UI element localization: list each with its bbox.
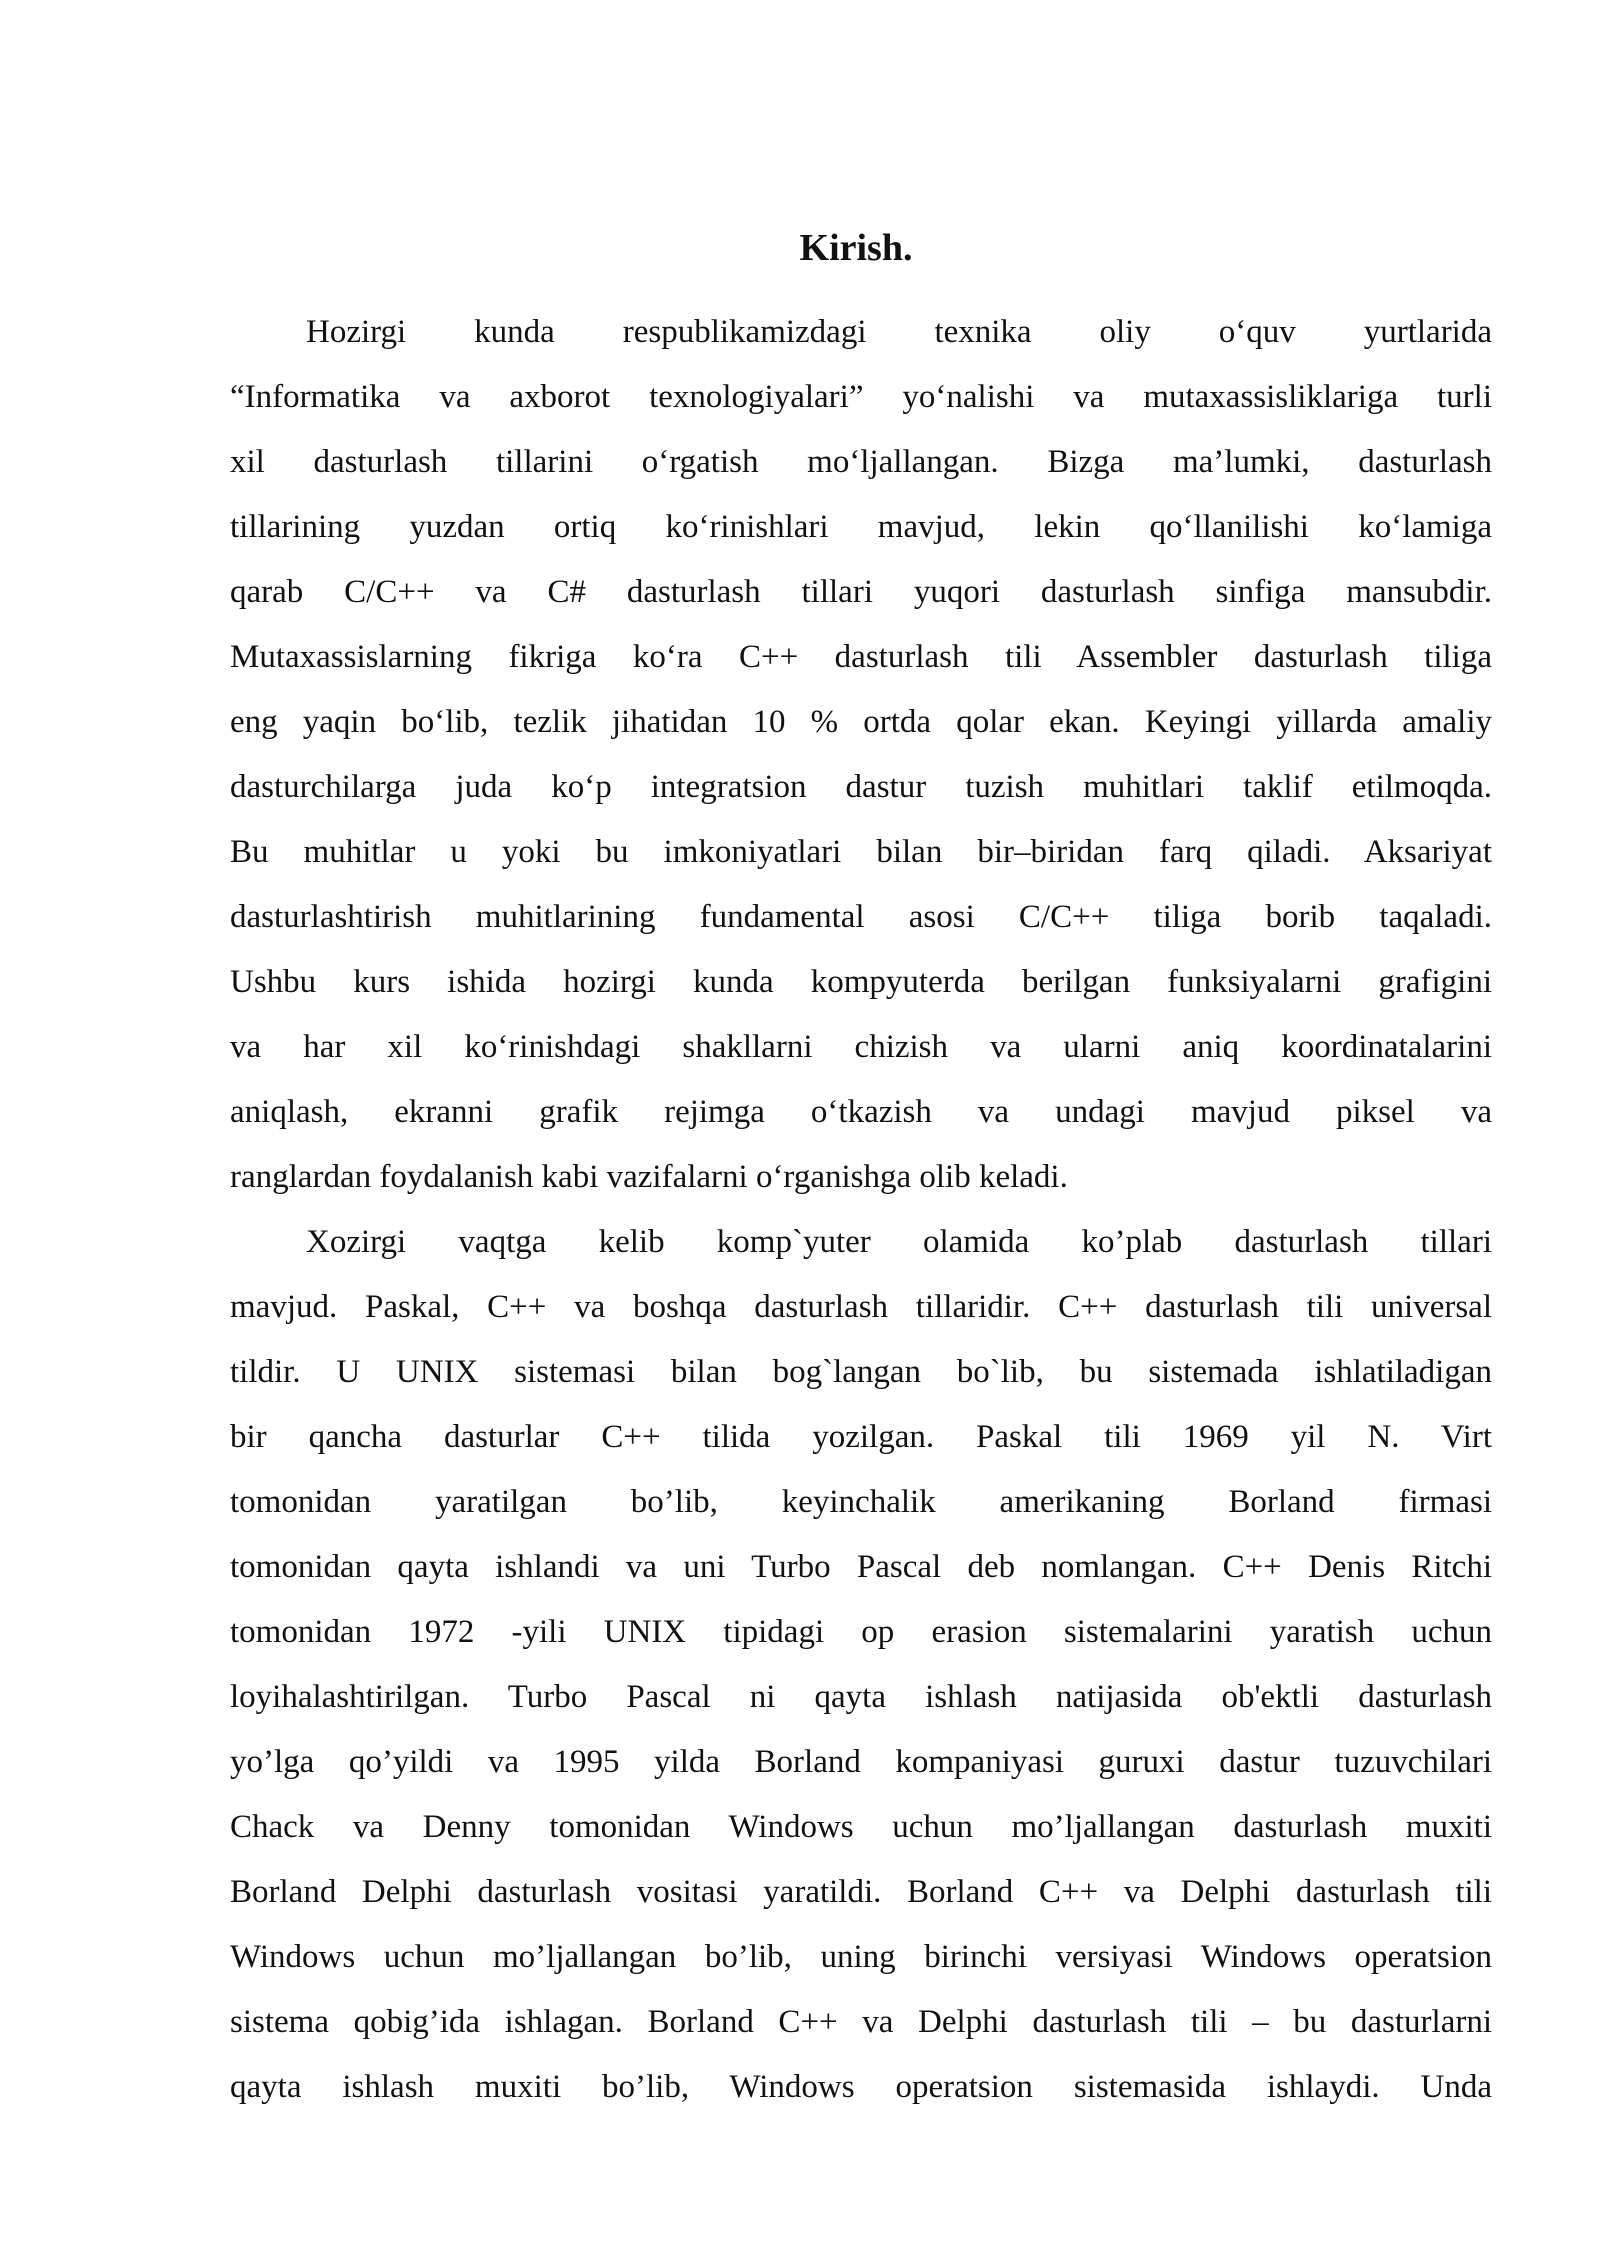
text-line: eng yaqin bo‘lib, tezlik jihatidan 10 % ortda qolar ekan. Keyingi yillarda amaliy <box>230 704 1492 740</box>
text-line: “Informatika va axborot texnologiyalari” yo‘nalishi va mutaxassisliklariga turli <box>230 379 1492 415</box>
text-line: aniqlash, ekranni grafik rejimga o‘tkazish va undagi mavjud piksel va <box>230 1094 1492 1130</box>
text-line: loyihalashtirilgan. Turbo Pascal ni qayta ishlash natijasida ob'ektli dasturlash <box>230 1679 1492 1715</box>
text-line: qarab C/C++ va C# dasturlash tillari yuqori dasturlash sinfiga mansubdir. <box>230 574 1492 610</box>
page-title: Kirish. <box>799 227 913 269</box>
paragraph-1 <box>230 300 1492 1210</box>
text-line: tomonidan yaratilgan bo’lib, keyinchalik amerikaning Borland firmasi <box>230 1484 1492 1520</box>
text-line: Hozirgi kunda respublikamizdagi texnika oliy o‘quv yurtlarida <box>306 314 1492 350</box>
text-line: dasturlashtirish muhitlarining fundamental asosi C/C++ tiliga borib taqaladi. <box>230 899 1492 935</box>
text-line: ranglardan foydalanish kabi vazifalarni o‘rganishga olib keladi. <box>230 1159 1068 1195</box>
text-line: Xozirgi vaqtga kelib komp`yuter olamida ko’plab dasturlash tillari <box>306 1224 1492 1260</box>
text-line: Mutaxassislarning fikriga ko‘ra C++ dasturlash tili Assembler dasturlash tiliga <box>230 639 1492 675</box>
text-line: Windows uchun mo’ljallangan bo’lib, uning birinchi versiyasi Windows operatsion <box>230 1939 1492 1975</box>
text-line: Bu muhitlar u yoki bu imkoniyatlari bilan bir–biridan farq qiladi. Aksariyat <box>230 834 1492 870</box>
paragraph-2 <box>230 1210 1492 2120</box>
text-line: va har xil ko‘rinishdagi shakllarni chizish va ularni aniq koordinatalarini <box>230 1029 1492 1065</box>
text-line: bir qancha dasturlar C++ tilida yozilgan. Paskal tili 1969 yil N. Virt <box>230 1419 1492 1455</box>
text-line: tomonidan 1972 -yili UNIX tipidagi op erasion sistemalarini yaratish uchun <box>230 1614 1492 1650</box>
document-body <box>230 300 1492 2120</box>
text-line: Chack va Denny tomonidan Windows uchun mo’ljallangan dasturlash muxiti <box>230 1809 1492 1845</box>
text-line: Ushbu kurs ishida hozirgi kunda kompyuterda berilgan funksiyalarni grafigini <box>230 964 1492 1000</box>
text-line: qayta ishlash muxiti bo’lib, Windows operatsion sistemasida ishlaydi. Unda <box>230 2069 1492 2105</box>
text-line: tomonidan qayta ishlandi va uni Turbo Pascal deb nomlangan. C++ Denis Ritchi <box>230 1549 1492 1585</box>
text-line: tillarining yuzdan ortiq ko‘rinishlari mavjud, lekin qo‘llanilishi ko‘lamiga <box>230 509 1492 545</box>
text-line: xil dasturlash tillarini o‘rgatish mo‘ljallangan. Bizga ma’lumki, dasturlash <box>230 444 1492 480</box>
text-line: dasturchilarga juda ko‘p integratsion dastur tuzish muhitlari taklif etilmoqda. <box>230 769 1492 805</box>
text-line: yo’lga qo’yildi va 1995 yilda Borland kompaniyasi guruxi dastur tuzuvchilari <box>230 1744 1492 1780</box>
text-line: sistema qobig’ida ishlagan. Borland C++ va Delphi dasturlash tili – bu dasturlarni <box>230 2004 1492 2040</box>
text-line: tildir. U UNIX sistemasi bilan bog`langan bo`lib, bu sistemada ishlatiladigan <box>230 1354 1492 1390</box>
text-line: Borland Delphi dasturlash vositasi yaratildi. Borland C++ va Delphi dasturlash tili <box>230 1874 1492 1910</box>
text-line: mavjud. Paskal, C++ va boshqa dasturlash tillaridir. C++ dasturlash tili universal <box>230 1289 1492 1325</box>
